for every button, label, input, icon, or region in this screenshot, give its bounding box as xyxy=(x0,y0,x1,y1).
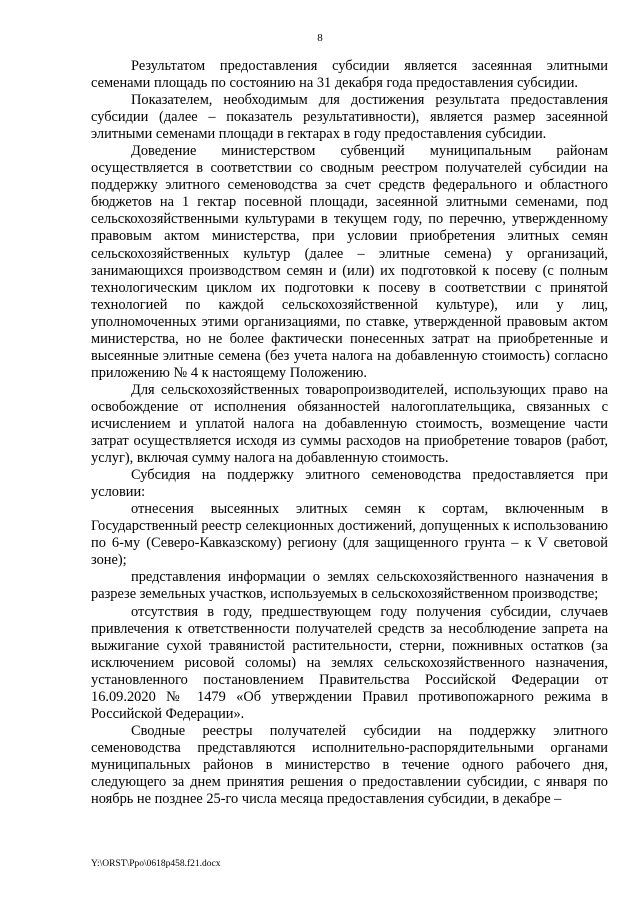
paragraph-condition-land-info: представления информации о землях сельскохозяйственного назначения в разрезе земельных участков, используемых в сельскохозяйственном производстве; xyxy=(91,569,608,603)
paragraph-registries: Сводные реестры получателей субсидии на поддержку элитного семеноводства представляются исполнительно-распорядительными органами муниципальных районов в министерство в течение одного рабочего дня, следующего за днем принятия решения о предоставлении субсидии, с января по ноябрь не позднее 25-го числа месяца предоставления субсидии, в декабре – xyxy=(91,722,608,808)
paragraph-conditions-intro: Субсидия на поддержку элитного семеноводства предоставляется при условии: xyxy=(91,467,608,501)
paragraph-subvention: Доведение министерством субвенций муниципальным районам осуществляется в соответствии со сводным реестром получателей субсидии на поддержку элитного семеноводства за счет средств федерального и областного бюджетов на 1 гектар посевной площади, засеянной элитными семенами, под сельскохозяйственными культурами в текущем году, по перечню, утвержденному правовым актом министерства, при условии приобретения элитных семян сельскохозяйственных культур (далее – элитные семена) у организаций, занимающихся производством семян и (или) их подготовкой к посеву (с полным технологическим циклом их подготовки к посеву в соответствии с принятой технологией по каждой сельскохозяйственной культуре), или у лиц, уполномоченных этими организациями, по ставке, утвержденной правовым актом министерства, но не более фактически понесенных затрат на приобретенные и высеянные элитные семена (без учета налога на добавленную стоимость) согласно приложению № 4 к настоящему Положению. xyxy=(91,143,608,381)
paragraph-condition-varieties: отнесения высеянных элитных семян к сортам, включенным в Государственный реестр селекционных достижений, допущенных к использованию по 6-му (Северо-Кавказскому) региону (для защищенного грунта – к V световой зоне); xyxy=(91,501,608,569)
file-path-footer: Y:\ORST\Ppo\0618p458.f21.docx xyxy=(91,859,221,869)
paragraph-result: Результатом предоставления субсидии является засеянная элитными семенами площадь по состоянию на 31 декабря года предоставления субсидии. xyxy=(91,58,608,92)
paragraph-condition-no-burning: отсутствия в году, предшествующем году получения субсидии, случаев привлечения к ответственности получателей средств за несоблюдение запрета на выжигание сухой травянистой растительности, стерни, пожнивных остатков (за исключением рисовой соломы) на землях сельскохозяйственного назначения, установленного постановлением Правительства Российской Федерации от 16.09.2020 № 1479 «Об утверждении Правил противопожарного режима в Российской Федерации». xyxy=(91,603,608,722)
document-body xyxy=(91,58,608,808)
paragraph-indicator: Показателем, необходимым для достижения результата предоставления субсидии (далее – показатель результативности), является размер засеянной элитными семенами площади в гектарах в году предоставления субсидии. xyxy=(91,92,608,143)
paragraph-vat-exemption: Для сельскохозяйственных товаропроизводителей, использующих право на освобождение от исполнения обязанностей налогоплательщика, связанных с исчислением и уплатой налога на добавленную стоимость, возмещение части затрат осуществляется исходя из суммы расходов на приобретение товаров (работ, услуг), включая сумму налога на добавленную стоимость. xyxy=(91,381,608,467)
page-number: 8 xyxy=(317,32,323,44)
